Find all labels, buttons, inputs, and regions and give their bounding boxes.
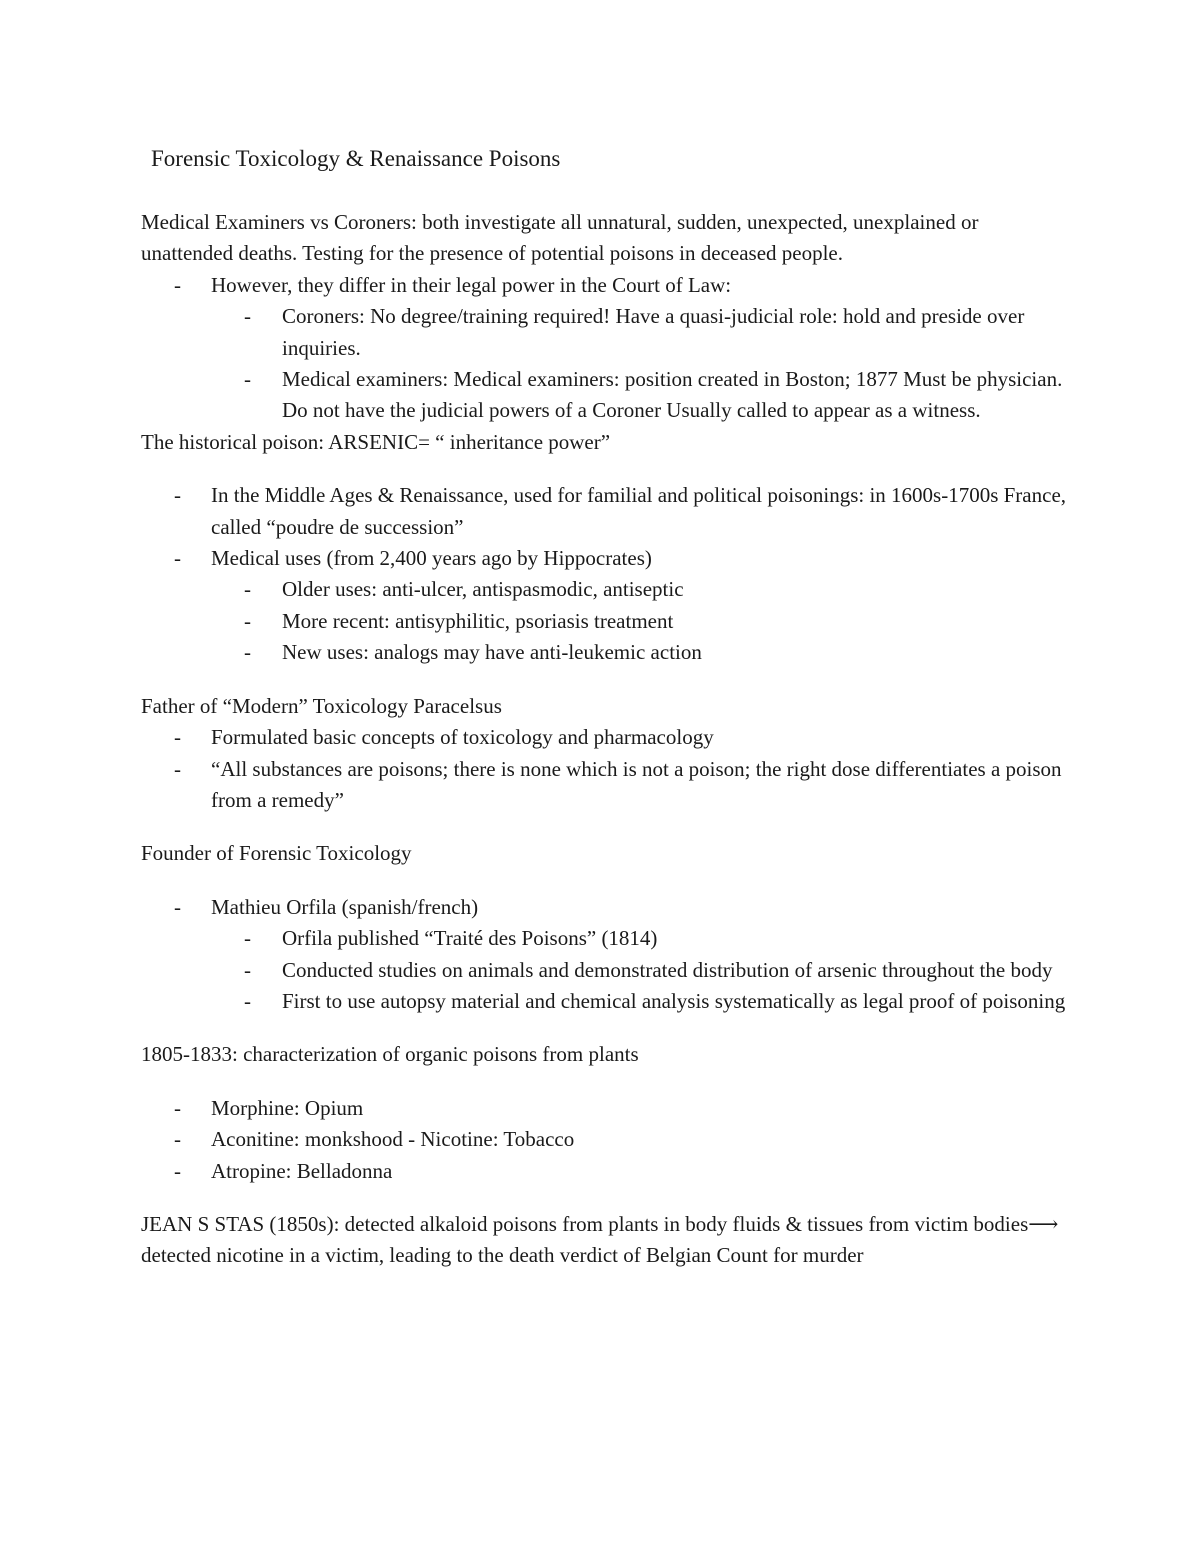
list-item [141,1156,1071,1187]
bullet-dash: - [244,926,251,951]
arsenic-heading: The historical poison: ARSENIC= “ inheritance power” [141,429,611,454]
bullet-text: Aconitine: monkshood - Nicotine: Tobacco [211,1127,575,1152]
bullet-text: Mathieu Orfila (spanish/french) [211,894,479,919]
examiners-vs-coroners-paragraph: Medical Examiners vs Coroners: both investigate all unnatural, sudden, unexpected, unexplained or unattended deaths. Testing for the presence of potential poisons in deceased people. [141,210,979,266]
bullet-dash: - [174,546,181,571]
spacer [141,870,1071,892]
list-item [141,270,1071,427]
sub-list-item [211,606,1071,637]
bullet-text: “All substances are poisons; there is none which is not a poison; the right dose differentiates a poison from a remedy” [211,756,1062,812]
bullet-dash: - [244,988,251,1013]
bullet-text: However, they differ in their legal power in the Court of Law: [211,272,732,297]
organic-poisons-heading: 1805-1833: characterization of organic poisons from plants [141,1042,639,1067]
sub-bullet-list [211,301,1071,427]
list-item [141,1093,1071,1124]
bullet-dash: - [244,304,251,329]
sub-list-item [211,574,1071,605]
spacer [141,1017,1071,1039]
paracelsus-heading: Father of “Modern” Toxicology Paracelsus [141,693,502,718]
list-item [141,1124,1071,1155]
jean-stas-paragraph: JEAN S STAS (1850s): detected alkaloid poisons from plants in body fluids & tissues from victim bodies⟶ detected nicotine in a victim, leading to the death verdict of Belgian Count for murder [141,1211,1059,1268]
bullet-dash: - [244,640,251,665]
document-title: Forensic Toxicology & Renaissance Poisons [151,146,561,171]
bullet-text: Morphine: Opium [211,1095,364,1120]
bullet-text: Coroners: No degree/training required! Have a quasi-judicial role: hold and preside over inquiries. [282,304,1025,360]
bullet-dash: - [244,577,251,602]
list-item [141,722,1071,753]
orfila-heading: Founder of Forensic Toxicology [141,841,412,866]
sub-list-item [211,955,1071,986]
bullet-dash: - [244,608,251,633]
bullet-dash: - [174,483,181,508]
spacer [141,816,1071,838]
bullet-dash: - [174,272,181,297]
bullet-text: New uses: analogs may have anti-leukemic action [282,640,702,665]
sub-list-item [211,986,1071,1017]
spacer [141,1187,1071,1209]
bullet-dash: - [174,894,181,919]
bullet-dash: - [244,367,251,392]
bullet-text: Conducted studies on animals and demonstrated distribution of arsenic throughout the body [282,957,1053,982]
list-item [141,892,1071,1018]
spacer [141,458,1071,480]
bullet-dash: - [174,725,181,750]
bullet-text: More recent: antisyphilitic, psoriasis treatment [282,608,674,633]
spacer [141,1071,1071,1093]
sub-list-item [211,923,1071,954]
list-item [141,754,1071,817]
list-item [141,480,1071,543]
sub-bullet-list [211,574,1071,668]
bullet-dash: - [174,1095,181,1120]
sub-list-item [211,364,1071,427]
sub-list-item [211,301,1071,364]
list-item [141,543,1071,669]
arsenic-bullet-list [141,480,1071,668]
bullet-dash: - [244,957,251,982]
bullet-text: In the Middle Ages & Renaissance, used for familial and political poisonings: in 1600s-1700s France, called “poudre de succession” [211,483,1067,539]
bullet-dash: - [174,1127,181,1152]
bullet-text: Atropine: Belladonna [211,1158,393,1183]
document-body [141,207,1071,1272]
bullet-text: Medical examiners: Medical examiners: position created in Boston; 1877 Must be physician. Do not have the judicial powers of a Coroner Usually called to appear as a witness. [282,367,1063,423]
bullet-text: Older uses: anti-ulcer, antispasmodic, antiseptic [282,577,684,602]
bullet-dash: - [174,1158,181,1183]
bullet-text: Medical uses (from 2,400 years ago by Hippocrates) [211,546,652,571]
sub-list-item [211,637,1071,668]
bullet-text: First to use autopsy material and chemical analysis systematically as legal proof of poisoning [282,988,1066,1013]
bullet-dash: - [174,756,181,781]
sub-bullet-list [211,923,1071,1017]
spacer [141,669,1071,691]
paracelsus-bullet-list [141,722,1071,816]
organic-poisons-bullet-list [141,1093,1071,1187]
bullet-text: Formulated basic concepts of toxicology and pharmacology [211,725,714,750]
bullet-text: Orfila published “Traité des Poisons” (1814) [282,926,658,951]
examiners-bullet-list [141,270,1071,427]
orfila-bullet-list [141,892,1071,1018]
